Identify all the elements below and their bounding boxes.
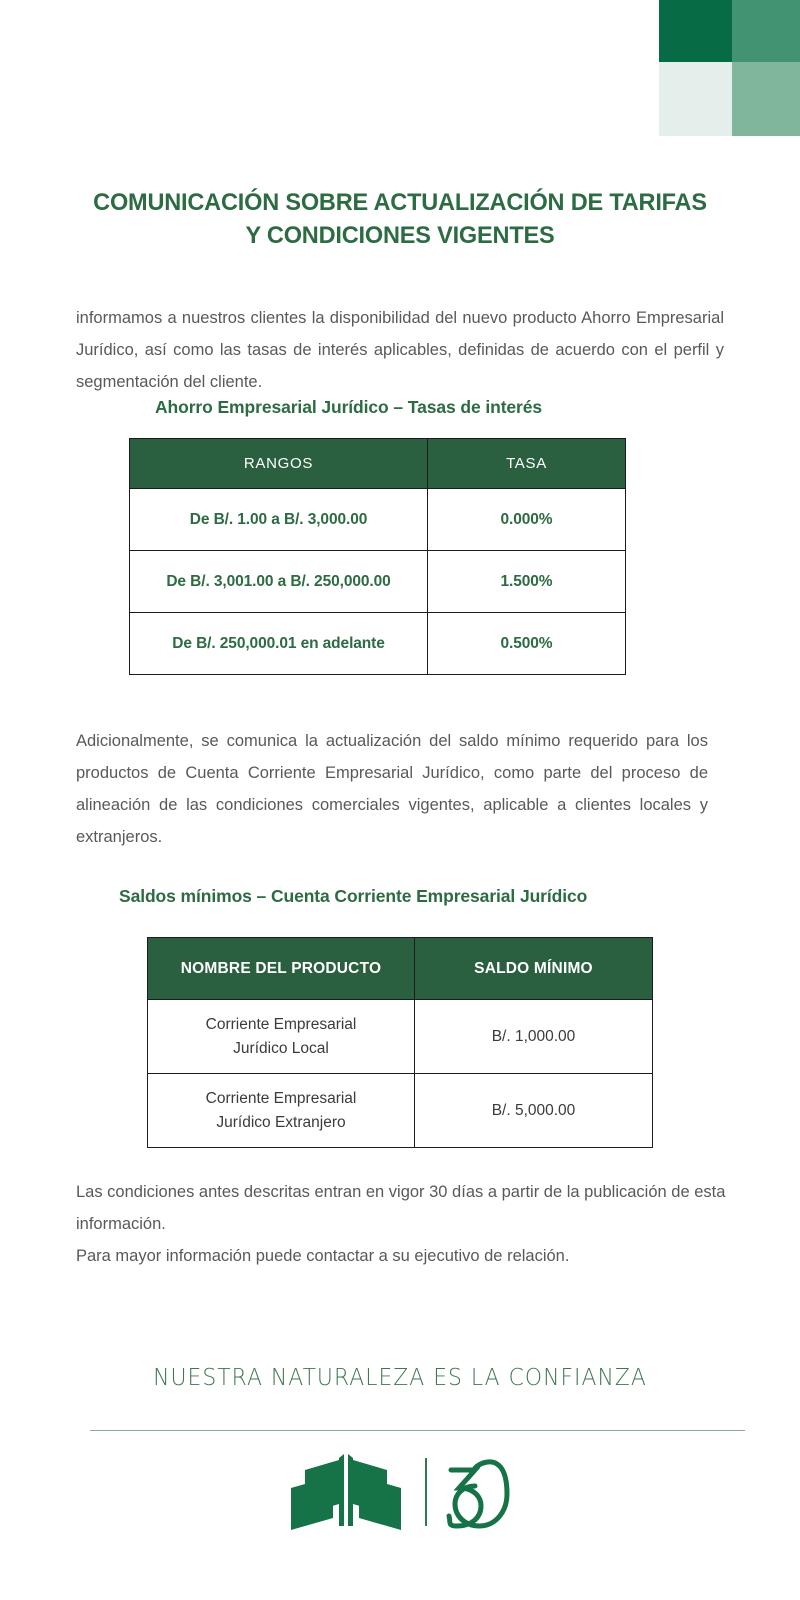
balances-cell-minimum: B/. 5,000.00 [415, 1074, 653, 1148]
second-paragraph: Adicionalmente, se comunica la actualización del saldo mínimo requerido para los productos de Cuenta Corriente Empresarial Jurídico, como parte del proceso de alineación de las condiciones comerciales vigentes, aplicable a clientes locales y extranjeros. [76, 731, 708, 846]
rates-cell-range: De B/. 1.00 a B/. 3,000.00 [130, 489, 428, 551]
table-row [148, 1074, 653, 1148]
decorative-squares [659, 0, 800, 136]
table-row [130, 613, 626, 675]
intro-paragraph: informamos a nuestros clientes la disponibilidad del nuevo producto Ahorro Empresarial Jurídico, así como las tasas de interés aplicables, definidas de acuerdo con el perfil y segmentación del cliente. [76, 308, 724, 391]
brand-logo-tree-icon [285, 1448, 515, 1534]
rates-cell-rate: 0.500% [428, 613, 626, 675]
page-title [74, 186, 727, 252]
rates-cell-rate: 1.500% [428, 551, 626, 613]
page-title-line-1: COMUNICACIÓN SOBRE ACTUALIZACIÓN DE TARIFAS [93, 189, 707, 216]
rates-table [129, 438, 626, 675]
rates-cell-range: De B/. 250,000.01 en adelante [130, 613, 428, 675]
table-row [130, 489, 626, 551]
decorative-square-bottom-right [732, 62, 800, 136]
closing-paragraph-line-1: Las condiciones antes descritas entran en vigor 30 días a partir de la publicación de esta información. [76, 1183, 726, 1233]
page-title-line-2: Y CONDICIONES VIGENTES [245, 222, 555, 249]
table-header-row [148, 938, 653, 1000]
footer-divider [90, 1430, 745, 1431]
balances-col-header-minimum: SALDO MÍNIMO [415, 938, 653, 1000]
table-header-row [130, 439, 626, 489]
footer-logo-group [0, 1448, 800, 1534]
decorative-square-bottom-left [659, 62, 732, 136]
rates-cell-rate: 0.000% [428, 489, 626, 551]
balances-cell-minimum: B/. 1,000.00 [415, 1000, 653, 1074]
balances-col-header-product: NOMBRE DEL PRODUCTO [148, 938, 415, 1000]
rates-col-header-tasa: TASA [428, 439, 626, 489]
balances-table-heading: Saldos mínimos – Cuenta Corriente Empresarial Jurídico [119, 886, 588, 906]
balances-cell-product: Corriente Empresarial Jurídico Local [148, 1000, 415, 1074]
balances-cell-product: Corriente Empresarial Jurídico Extranjero [148, 1074, 415, 1148]
closing-paragraph [76, 1176, 726, 1272]
table-row [130, 551, 626, 613]
footer-tagline: NUESTRA NATURALEZA ES LA CONFIANZA [153, 1363, 647, 1391]
rates-cell-range: De B/. 3,001.00 a B/. 250,000.00 [130, 551, 428, 613]
decorative-square-top-left [659, 0, 732, 62]
table-row [148, 1000, 653, 1074]
closing-paragraph-line-2: Para mayor información puede contactar a su ejecutivo de relación. [76, 1247, 570, 1265]
balances-table [147, 937, 653, 1148]
rates-col-header-rangos: RANGOS [130, 439, 428, 489]
rates-table-heading: Ahorro Empresarial Jurídico – Tasas de interés [155, 397, 543, 417]
decorative-square-top-right [732, 0, 800, 62]
